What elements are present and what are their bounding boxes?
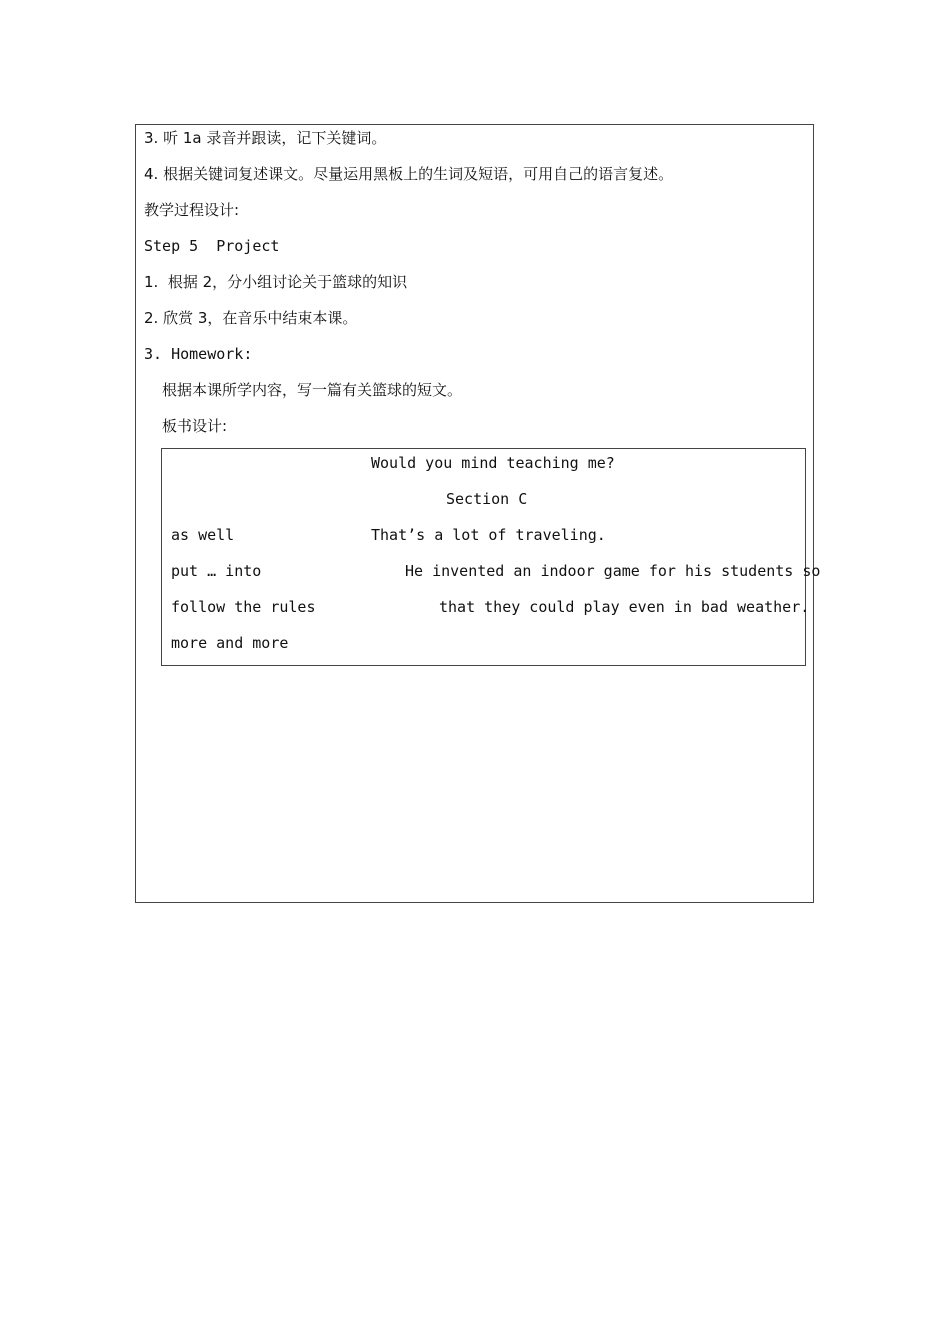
process-design-heading: 教学过程设计: bbox=[144, 201, 240, 219]
board-sentence-2: He invented an indoor game for his students so bbox=[405, 562, 821, 580]
step-5-project-heading: Step 5 Project bbox=[144, 237, 280, 255]
board-design-heading: 板书设计: bbox=[162, 417, 228, 435]
homework-text: 根据本课所学内容，写一篇有关篮球的短文。 bbox=[162, 381, 463, 399]
board-sentence-1: That’s a lot of traveling. bbox=[371, 526, 606, 544]
step-4-retell: 4. 根据关键词复述课文。尽量运用黑板上的生词及短语，可用自己的语言复述。 bbox=[144, 165, 674, 183]
project-item-3-homework: 3. Homework: bbox=[144, 345, 253, 363]
board-sentence-3: that they could play even in bad weather. bbox=[439, 598, 810, 616]
board-phrase-more-and-more: more and more bbox=[171, 634, 289, 652]
step-3-listen: 3. 听 1a 录音并跟读，记下关键词。 bbox=[144, 129, 387, 147]
board-title: Would you mind teaching me? bbox=[371, 454, 615, 472]
board-phrase-follow-rules: follow the rules bbox=[171, 598, 316, 616]
project-item-1: 1. 根据 2，分小组讨论关于篮球的知识 bbox=[144, 273, 408, 291]
board-phrase-as-well: as well bbox=[171, 526, 235, 544]
board-phrase-put-into: put … into bbox=[171, 562, 262, 580]
project-item-2: 2. 欣赏 3，在音乐中结束本课。 bbox=[144, 309, 358, 327]
board-section: Section C bbox=[446, 490, 528, 508]
